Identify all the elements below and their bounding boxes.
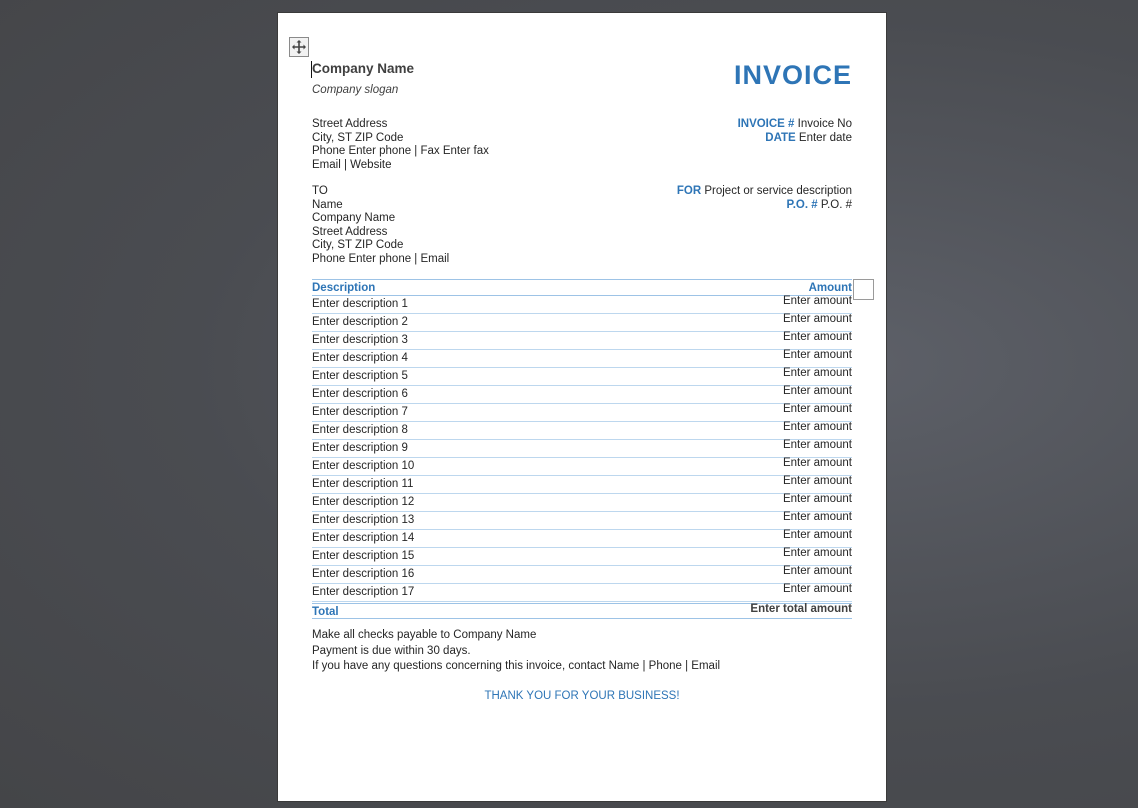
company-city[interactable]: City, ST ZIP Code xyxy=(312,131,404,144)
header-amount: Amount xyxy=(808,282,852,294)
footer-questions[interactable]: If you have any questions concerning this invoice, contact Name | Phone | Email xyxy=(312,660,721,672)
thank-you-note[interactable]: THANK YOU FOR YOUR BUSINESS! xyxy=(484,690,680,702)
row-amount[interactable]: Enter amount xyxy=(782,367,852,379)
company-phone-fax[interactable]: Phone Enter phone | Fax Enter fax xyxy=(312,145,489,157)
row-description[interactable]: Enter description 16 xyxy=(312,568,415,580)
row-description[interactable]: Enter description 17 xyxy=(312,586,415,598)
table-header-row xyxy=(312,280,852,296)
total-amount[interactable]: Enter total amount xyxy=(750,603,852,615)
company-name[interactable]: Company Name xyxy=(312,61,415,76)
row-amount[interactable]: Enter amount xyxy=(782,475,852,487)
po-label: P.O. # xyxy=(786,199,818,211)
table-row[interactable] xyxy=(312,386,852,404)
table-row[interactable] xyxy=(312,566,852,584)
table-row[interactable] xyxy=(312,350,852,368)
footer-checks[interactable]: Make all checks payable to Company Name xyxy=(312,629,537,641)
table-row[interactable] xyxy=(312,440,852,458)
total-label: Total xyxy=(312,606,339,618)
table-row[interactable] xyxy=(312,584,852,602)
table-row[interactable] xyxy=(312,548,852,566)
invoice-number-line[interactable] xyxy=(738,118,852,132)
company-slogan[interactable]: Company slogan xyxy=(312,84,399,96)
table-row[interactable] xyxy=(312,494,852,512)
table-row[interactable] xyxy=(312,512,852,530)
row-description[interactable]: Enter description 2 xyxy=(312,316,408,328)
table-row[interactable] xyxy=(312,476,852,494)
row-description[interactable]: Enter description 1 xyxy=(312,298,408,310)
row-description[interactable]: Enter description 12 xyxy=(312,496,415,508)
company-address-block[interactable] xyxy=(312,118,489,172)
bill-to-label: TO xyxy=(312,185,328,197)
row-description[interactable]: Enter description 9 xyxy=(312,442,408,454)
table-row[interactable] xyxy=(312,314,852,332)
row-amount[interactable]: Enter amount xyxy=(782,331,852,343)
table-row[interactable] xyxy=(312,404,852,422)
bill-to-name[interactable]: Name xyxy=(312,198,343,211)
row-description[interactable]: Enter description 14 xyxy=(312,532,415,544)
table-row[interactable] xyxy=(312,296,852,314)
invoice-date-value[interactable]: Enter date xyxy=(798,132,852,144)
row-amount[interactable]: Enter amount xyxy=(782,565,852,577)
row-amount[interactable]: Enter amount xyxy=(782,313,852,325)
bill-to-block[interactable] xyxy=(312,185,449,266)
row-description[interactable]: Enter description 8 xyxy=(312,424,408,436)
po-value[interactable]: P.O. # xyxy=(820,199,852,211)
table-move-handle-icon[interactable] xyxy=(289,37,309,57)
row-description[interactable]: Enter description 3 xyxy=(312,334,408,346)
invoice-date-line[interactable] xyxy=(765,132,852,146)
invoice-number-value[interactable]: Invoice No xyxy=(797,118,852,130)
row-amount[interactable]: Enter amount xyxy=(782,349,852,361)
row-amount[interactable]: Enter amount xyxy=(782,547,852,559)
row-amount[interactable]: Enter amount xyxy=(782,529,852,541)
row-amount[interactable]: Enter amount xyxy=(782,295,852,307)
bill-to-phone-email[interactable]: Phone Enter phone | Email xyxy=(312,252,450,265)
table-resize-handle[interactable] xyxy=(853,279,874,300)
row-description[interactable]: Enter description 13 xyxy=(312,514,415,526)
footer-due[interactable]: Payment is due within 30 days. xyxy=(312,644,471,657)
for-line[interactable] xyxy=(677,185,852,199)
table-row[interactable] xyxy=(312,368,852,386)
bill-to-city[interactable]: City, ST ZIP Code xyxy=(312,239,404,251)
row-amount[interactable]: Enter amount xyxy=(782,511,852,523)
company-street[interactable]: Street Address xyxy=(312,118,388,130)
row-description[interactable]: Enter description 15 xyxy=(312,550,415,562)
footer-notes[interactable] xyxy=(312,628,720,675)
row-description[interactable]: Enter description 7 xyxy=(312,406,408,418)
row-description[interactable]: Enter description 10 xyxy=(312,460,415,472)
header-description: Description xyxy=(312,282,376,294)
table-row[interactable] xyxy=(312,422,852,440)
row-description[interactable]: Enter description 6 xyxy=(312,388,408,400)
row-amount[interactable]: Enter amount xyxy=(782,583,852,595)
table-row[interactable] xyxy=(312,458,852,476)
bill-to-company[interactable]: Company Name xyxy=(312,212,396,224)
table-total-row[interactable] xyxy=(312,603,852,619)
table-row[interactable] xyxy=(312,530,852,548)
row-amount[interactable]: Enter amount xyxy=(782,421,852,433)
row-description[interactable]: Enter description 11 xyxy=(312,478,414,490)
company-email-website[interactable]: Email | Website xyxy=(312,158,392,171)
row-amount[interactable]: Enter amount xyxy=(782,457,852,469)
for-value[interactable]: Project or service description xyxy=(704,185,852,197)
row-description[interactable]: Enter description 4 xyxy=(312,352,408,364)
invoice-number-label: INVOICE # xyxy=(737,118,795,130)
move-arrows-icon xyxy=(291,39,307,55)
row-amount[interactable]: Enter amount xyxy=(782,439,852,451)
invoice-title[interactable]: INVOICE xyxy=(733,60,852,90)
bill-to-street[interactable]: Street Address xyxy=(312,225,388,238)
row-amount[interactable]: Enter amount xyxy=(782,385,852,397)
po-line[interactable] xyxy=(787,199,852,213)
table-row[interactable] xyxy=(312,332,852,350)
row-description[interactable]: Enter description 5 xyxy=(312,370,408,382)
row-amount[interactable]: Enter amount xyxy=(782,493,852,505)
invoice-table[interactable] xyxy=(312,279,852,619)
for-label: FOR xyxy=(676,185,702,197)
row-amount[interactable]: Enter amount xyxy=(782,403,852,415)
invoice-date-label: DATE xyxy=(765,132,796,144)
